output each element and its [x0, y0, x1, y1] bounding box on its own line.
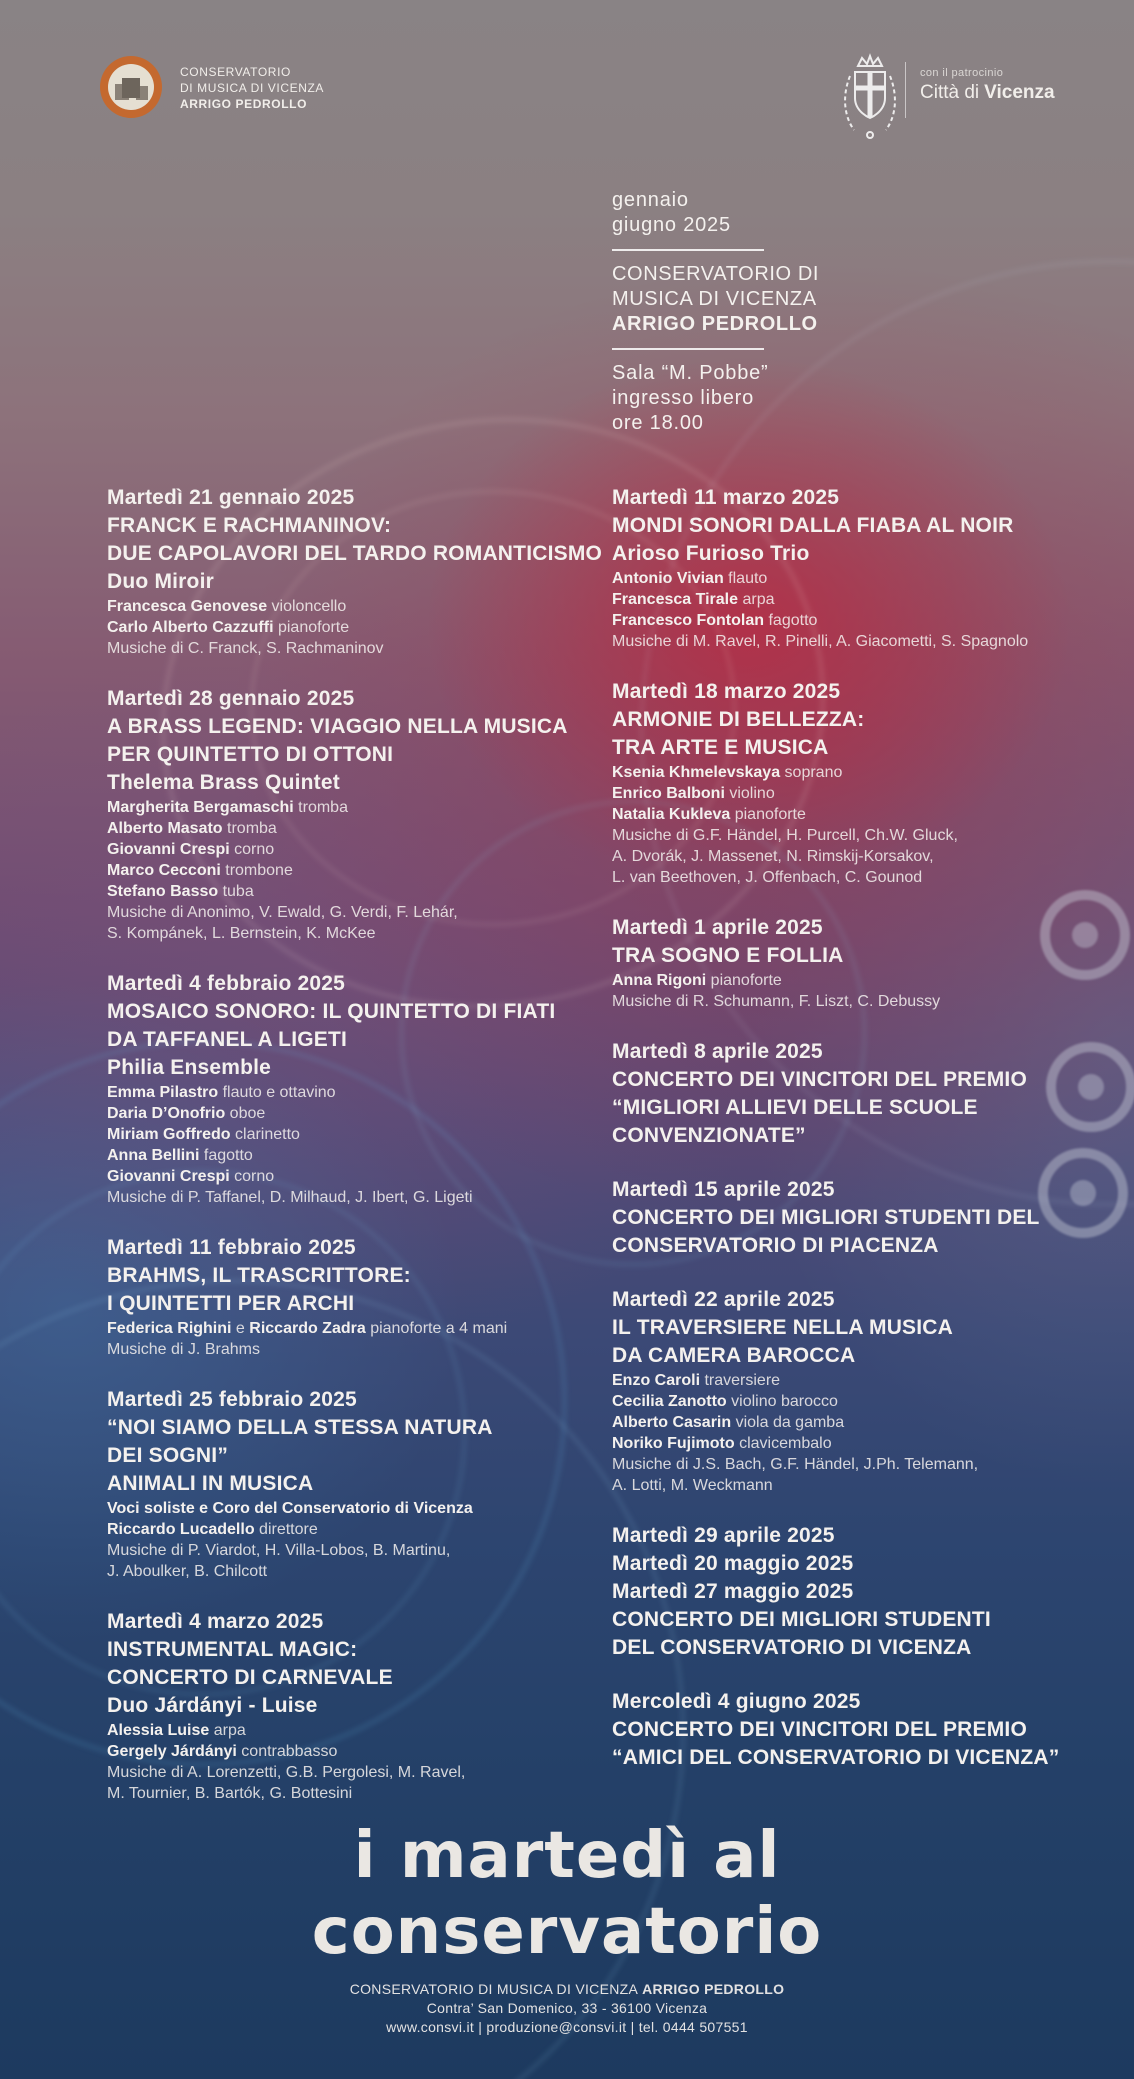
event-title-line: CONCERTO DEI MIGLIORI STUDENTI: [612, 1608, 991, 1631]
event-music-line: Musiche di R. Schumann, F. Liszt, C. Debussy: [612, 993, 941, 1010]
patrocinio-block: [920, 66, 1055, 106]
event-title-line: BRAHMS, IL TRASCRITTORE:: [107, 1264, 411, 1287]
performer-name: Francesca Tirale: [612, 591, 739, 608]
event-performer: [612, 610, 1134, 631]
event-ensemble: Duo Miroir: [107, 570, 214, 593]
event-date: Martedì 4 marzo 2025: [107, 1610, 324, 1633]
event-title-line: TRA SOGNO E FOLLIA: [612, 944, 844, 967]
event-performer: [107, 596, 632, 617]
performer-role: fagotto: [199, 1147, 253, 1164]
event-block: [107, 484, 632, 659]
event-title-line: DEI SOGNI”: [107, 1444, 229, 1467]
event-date: Martedì 28 gennaio 2025: [107, 687, 355, 710]
event-performer: [107, 1082, 632, 1103]
event-block: [107, 970, 632, 1208]
event-date: Martedì 8 aprile 2025: [612, 1040, 823, 1063]
conservatorio-line3: ARRIGO PEDROLLO: [180, 97, 308, 111]
event-title-line: CONSERVATORIO DI PIACENZA: [612, 1234, 939, 1257]
performer-name: Riccardo Lucadello: [107, 1521, 255, 1538]
event-music-line: J. Aboulker, B. Chilcott: [107, 1563, 268, 1580]
performer-role: tromba: [222, 820, 277, 837]
event-performer: [612, 783, 1134, 804]
performer-role: clavicembalo: [734, 1435, 832, 1452]
footer-address: Contra’ San Domenico, 33 - 36100 Vicenza: [426, 2000, 708, 2016]
event-title-line: CONCERTO DEI VINCITORI DEL PREMIO: [612, 1718, 1027, 1741]
event-title-line: “NOI SIAMO DELLA STESSA NATURA: [107, 1416, 493, 1439]
event-date: Martedì 21 gennaio 2025: [107, 486, 355, 509]
performer-name: Enzo Caroli: [612, 1372, 701, 1389]
event-performer: [107, 1103, 632, 1124]
poster-title: [0, 1818, 1134, 1970]
event-ensemble: Duo Járdányi - Luise: [107, 1694, 318, 1717]
performer-role: e: [231, 1320, 250, 1337]
event-block: [107, 685, 632, 944]
org-line2: MUSICA DI VICENZA: [612, 288, 817, 310]
event-title-line: DUE CAPOLAVORI DEL TARDO ROMANTICISMO: [107, 542, 603, 565]
divider-line: [612, 348, 764, 350]
header-info: [612, 188, 1032, 436]
performer-role: pianoforte: [273, 619, 350, 636]
event-title-line: “AMICI DEL CONSERVATORIO DI VICENZA”: [612, 1746, 1060, 1769]
event-block: [612, 1038, 1134, 1150]
event-performer: [612, 1433, 1134, 1454]
event-music-line: L. van Beethoven, J. Offenbach, C. Gounod: [612, 869, 923, 886]
performer-name: Federica Righini: [107, 1320, 232, 1337]
performer-role: arpa: [209, 1722, 246, 1739]
event-title-line: MOSAICO SONORO: IL QUINTETTO DI FIATI: [107, 1000, 556, 1023]
patrocinio-label: con il patrocinio: [920, 67, 1004, 79]
event-title-line: IL TRAVERSIERE NELLA MUSICA: [612, 1316, 954, 1339]
footer-org-line: [0, 1980, 1134, 1999]
season-line2: giugno 2025: [612, 214, 731, 236]
event-performer: [612, 1370, 1134, 1391]
performer-name: Francesca Genovese: [107, 598, 268, 615]
conservatorio-line1: CONSERVATORIO: [180, 65, 291, 79]
event-title-line: MONDI SONORI DALLA FIABA AL NOIR: [612, 514, 1014, 537]
event-performer: [107, 1145, 632, 1166]
event-block: [612, 1286, 1134, 1496]
event-ensemble: Philia Ensemble: [107, 1056, 272, 1079]
event-date: Martedì 4 febbraio 2025: [107, 972, 346, 995]
org-line1: CONSERVATORIO DI: [612, 263, 820, 285]
performer-role: fagotto: [764, 612, 818, 629]
event-performer: [612, 1391, 1134, 1412]
patrocinio-city: [920, 80, 1055, 106]
events-right-column: [612, 484, 1134, 1798]
performer-name: Miriam Goffredo: [107, 1126, 231, 1143]
event-date: Martedì 11 febbraio 2025: [107, 1236, 356, 1259]
performer-name: Ksenia Khmelevskaya: [612, 764, 781, 781]
event-title-line: DA CAMERA BAROCCA: [612, 1344, 856, 1367]
performer-role: pianoforte a 4 mani: [365, 1320, 508, 1337]
performer-name: Voci soliste e Coro del Conservatorio di Vicenza: [107, 1500, 473, 1517]
event-block: [612, 484, 1134, 652]
performer-role: flauto: [723, 570, 768, 587]
events-left-column: [107, 484, 632, 1830]
event-block: [107, 1386, 632, 1582]
performer-role: trombone: [220, 862, 293, 879]
event-title-line: ANIMALI IN MUSICA: [107, 1472, 314, 1495]
event-title-line: A BRASS LEGEND: VIAGGIO NELLA MUSICA: [107, 715, 568, 738]
performer-name: Riccardo Zadra: [249, 1320, 366, 1337]
event-date: Martedì 20 maggio 2025: [612, 1552, 854, 1575]
event-performer: [107, 1166, 632, 1187]
performer-name: Francesco Fontolan: [612, 612, 765, 629]
performer-role: pianoforte: [730, 806, 806, 823]
event-music-line: Musiche di J.S. Bach, G.F. Händel, J.Ph. Telemann,: [612, 1456, 979, 1473]
event-date: Martedì 18 marzo 2025: [612, 680, 841, 703]
season-line1: gennaio: [612, 189, 689, 211]
performer-role: traversiere: [700, 1372, 781, 1389]
event-block: [612, 1176, 1134, 1260]
event-title-line: CONVENZIONATE”: [612, 1124, 806, 1147]
vicenza-crest-icon: [840, 52, 900, 144]
event-ensemble: Thelema Brass Quintet: [107, 771, 340, 794]
poster-title-line1: i martedì al: [353, 1819, 781, 1893]
performer-role: corno: [229, 1168, 275, 1185]
event-performer: [612, 1412, 1134, 1433]
performer-name: Noriko Fujimoto: [612, 1435, 735, 1452]
performer-name: Cecilia Zanotto: [612, 1393, 727, 1410]
footer-contact: [0, 1980, 1134, 2037]
city-regular: Città di: [920, 82, 980, 103]
performer-role: pianoforte: [706, 972, 782, 989]
org-line3: ARRIGO PEDROLLO: [612, 313, 818, 335]
conservatorio-wordmark: [180, 64, 324, 112]
event-ensemble: Arioso Furioso Trio: [612, 542, 810, 565]
event-title-line: DEL CONSERVATORIO DI VICENZA: [612, 1636, 972, 1659]
event-music-line: Musiche di A. Lorenzetti, G.B. Pergolesi, M. Ravel,: [107, 1764, 466, 1781]
performer-name: Marco Cecconi: [107, 862, 221, 879]
event-block: [612, 678, 1134, 888]
performer-name: Giovanni Crespi: [107, 1168, 230, 1185]
performer-name: Giovanni Crespi: [107, 841, 230, 858]
venue-line1: Sala “M. Pobbe”: [612, 362, 769, 384]
event-performer: [107, 881, 632, 902]
event-performer: [107, 1741, 632, 1762]
performer-name: Alessia Luise: [107, 1722, 210, 1739]
footer-org-bold: ARRIGO PEDROLLO: [642, 1981, 785, 1997]
footer-org: CONSERVATORIO DI MUSICA DI VICENZA: [349, 1981, 639, 1997]
event-title-line: FRANCK E RACHMANINOV:: [107, 514, 392, 537]
event-performer: [107, 860, 632, 881]
performer-name: Alberto Casarin: [612, 1414, 732, 1431]
event-date: Martedì 22 aprile 2025: [612, 1288, 835, 1311]
performer-name: Emma Pilastro: [107, 1084, 219, 1101]
event-title-line: CONCERTO DEI VINCITORI DEL PREMIO: [612, 1068, 1027, 1091]
event-block: [107, 1608, 632, 1804]
performer-name: Alberto Masato: [107, 820, 223, 837]
performer-name: Anna Rigoni: [612, 972, 707, 989]
performer-role: arpa: [738, 591, 775, 608]
event-performer: [107, 1498, 632, 1519]
event-block: [107, 1234, 632, 1360]
performer-name: Stefano Basso: [107, 883, 219, 900]
event-performer: [107, 1720, 632, 1741]
event-performer: [612, 804, 1134, 825]
event-performer: [107, 839, 632, 860]
performer-role: viola da gamba: [731, 1414, 845, 1431]
performer-role: corno: [229, 841, 275, 858]
event-date: Martedì 1 aprile 2025: [612, 916, 823, 939]
event-music-line: Musiche di G.F. Händel, H. Purcell, Ch.W. Gluck,: [612, 827, 958, 844]
performer-name: Daria D’Onofrio: [107, 1105, 226, 1122]
event-performer: [107, 1318, 632, 1339]
event-block: [612, 914, 1134, 1012]
performer-role: soprano: [780, 764, 843, 781]
performer-name: Margherita Bergamaschi: [107, 799, 294, 816]
performer-role: clarinetto: [230, 1126, 300, 1143]
performer-role: violoncello: [267, 598, 347, 615]
event-music-line: Musiche di Anonimo, V. Ewald, G. Verdi, F. Lehár,: [107, 904, 458, 921]
event-title-line: INSTRUMENTAL MAGIC:: [107, 1638, 358, 1661]
event-music-line: M. Tournier, B. Bartók, G. Bottesini: [107, 1785, 353, 1802]
conservatorio-line2: DI MUSICA DI VICENZA: [180, 81, 325, 95]
event-date: Martedì 29 aprile 2025: [612, 1524, 835, 1547]
event-block: [612, 1522, 1134, 1662]
performer-role: flauto e ottavino: [218, 1084, 336, 1101]
event-music-line: A. Lotti, M. Weckmann: [612, 1477, 773, 1494]
performer-name: Natalia Kukleva: [612, 806, 731, 823]
performer-name: Anna Bellini: [107, 1147, 200, 1164]
event-performer: [107, 1124, 632, 1145]
event-title-line: TRA ARTE E MUSICA: [612, 736, 829, 759]
performer-name: Gergely Járdányi: [107, 1743, 237, 1760]
event-title-line: “MIGLIORI ALLIEVI DELLE SCUOLE: [612, 1096, 978, 1119]
performer-name: Carlo Alberto Cazzuffi: [107, 619, 274, 636]
venue-line2: ingresso libero: [612, 387, 755, 409]
event-date: Martedì 11 marzo 2025: [612, 486, 840, 509]
performer-role: violino barocco: [726, 1393, 838, 1410]
divider-line: [612, 249, 764, 251]
event-performer: [107, 617, 632, 638]
event-performer: [107, 1519, 632, 1540]
event-title-line: ARMONIE DI BELLEZZA:: [612, 708, 865, 731]
conservatorio-seal-icon: [100, 56, 162, 118]
event-music-line: Musiche di J. Brahms: [107, 1341, 260, 1358]
performer-role: oboe: [225, 1105, 266, 1122]
event-date: Martedì 15 aprile 2025: [612, 1178, 835, 1201]
event-music-line: Musiche di C. Franck, S. Rachmaninov: [107, 640, 384, 657]
event-music-line: Musiche di P. Viardot, H. Villa-Lobos, B. Martinu,: [107, 1542, 451, 1559]
event-title-line: CONCERTO DI CARNEVALE: [107, 1666, 393, 1689]
event-title-line: I QUINTETTI PER ARCHI: [107, 1292, 355, 1315]
city-bold: Vicenza: [984, 82, 1055, 103]
performer-role: contrabbasso: [236, 1743, 338, 1760]
patrocinio-divider: [905, 62, 906, 118]
performer-role: tuba: [218, 883, 254, 900]
event-music-line: S. Kompánek, L. Bernstein, K. McKee: [107, 925, 376, 942]
venue-line3: ore 18.00: [612, 412, 704, 434]
performer-role: tromba: [293, 799, 348, 816]
event-performer: [107, 797, 632, 818]
event-date: Martedì 25 febbraio 2025: [107, 1388, 357, 1411]
event-music-line: Musiche di P. Taffanel, D. Milhaud, J. Ibert, G. Ligeti: [107, 1189, 473, 1206]
event-title-line: DA TAFFANEL A LIGETI: [107, 1028, 348, 1051]
performer-name: Antonio Vivian: [612, 570, 724, 587]
event-music-line: A. Dvorák, J. Massenet, N. Rimskij-Korsakov,: [612, 848, 934, 865]
poster-title-line2: conservatorio: [311, 1895, 823, 1969]
event-performer: [612, 970, 1134, 991]
event-performer: [612, 589, 1134, 610]
event-date: Mercoledì 4 giugno 2025: [612, 1690, 861, 1713]
performer-role: direttore: [254, 1521, 318, 1538]
event-date: Martedì 27 maggio 2025: [612, 1580, 854, 1603]
event-performer: [107, 818, 632, 839]
event-title-line: CONCERTO DEI MIGLIORI STUDENTI DEL: [612, 1206, 1040, 1229]
event-music-line: Musiche di M. Ravel, R. Pinelli, A. Giacometti, S. Spagnolo: [612, 633, 1029, 650]
event-performer: [612, 762, 1134, 783]
performer-name: Enrico Balboni: [612, 785, 725, 802]
footer-contacts: www.consvi.it | produzione@consvi.it | tel. 0444 507551: [386, 2019, 748, 2035]
event-title-line: PER QUINTETTO DI OTTONI: [107, 743, 394, 766]
event-block: [612, 1688, 1134, 1772]
event-performer: [612, 568, 1134, 589]
performer-role: violino: [724, 785, 775, 802]
